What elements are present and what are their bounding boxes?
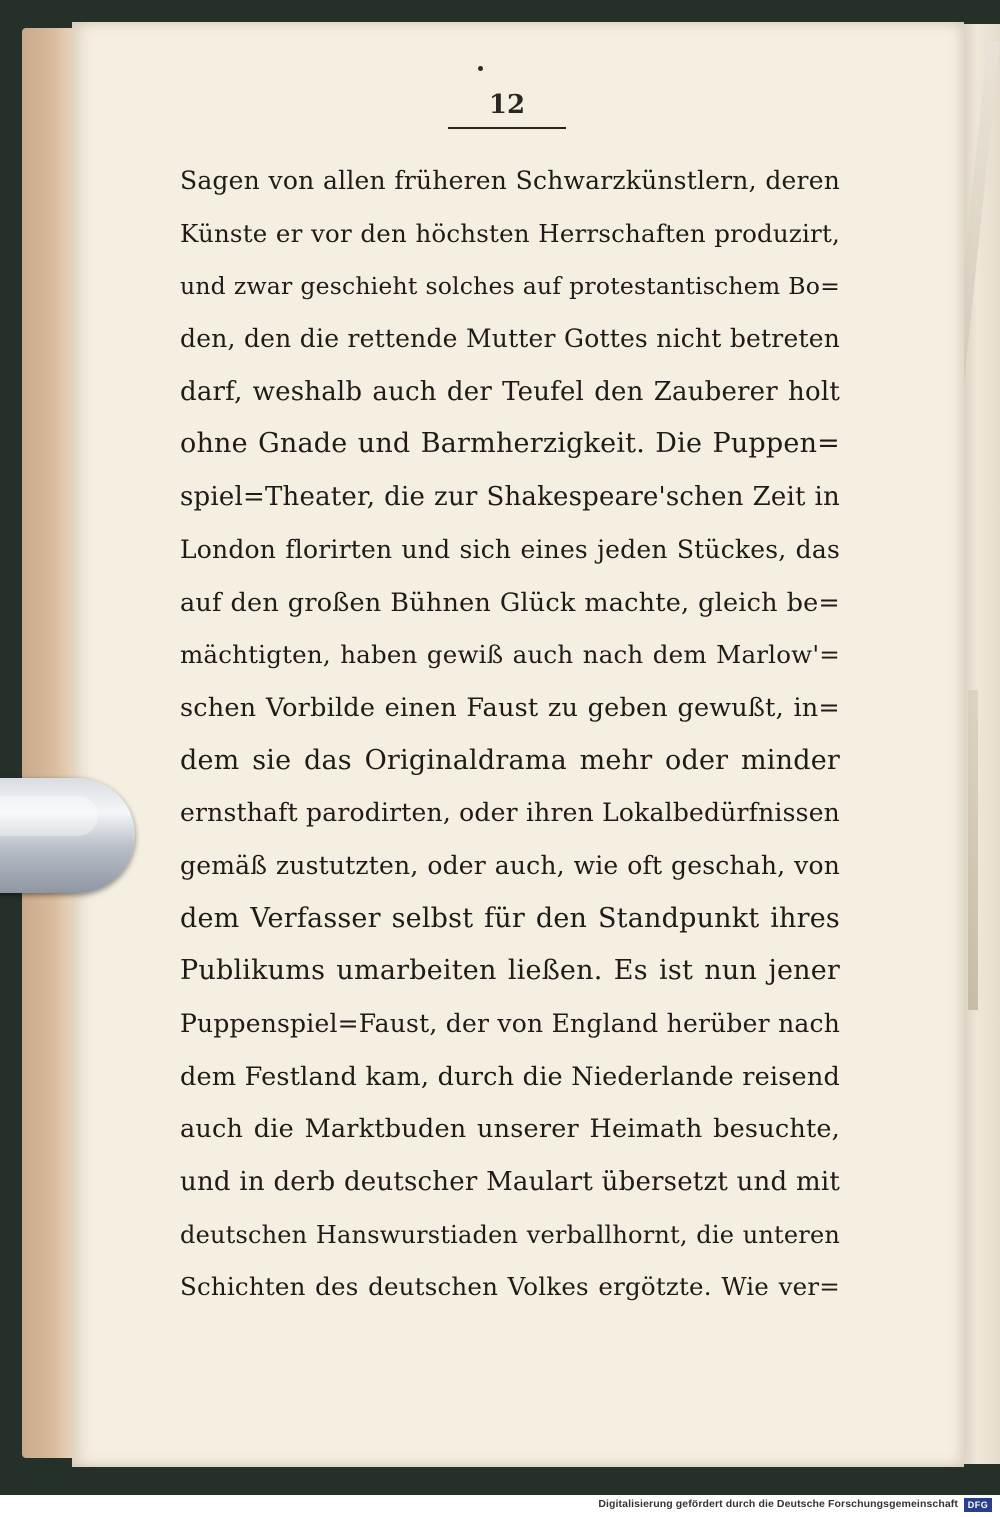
text-line: dem sie das Originaldrama mehr oder minder — [180, 744, 840, 776]
funding-credit: Digitalisierung gefördert durch die Deutsche Forschungsgemeinschaft — [598, 1498, 958, 1510]
text-line: darf, weshalb auch der Teufel den Zauberer holt — [180, 376, 840, 407]
dfg-logo: DFG — [964, 1498, 992, 1512]
text-line: ernsthaft parodirten, oder ihren Lokalbedürfnissen — [180, 798, 840, 828]
text-line: und in derb deutscher Maulart übersetzt und mit — [180, 1167, 840, 1198]
text-line: den, den die rettende Mutter Gottes nicht betreten — [180, 324, 840, 354]
text-line: schen Vorbilde einen Faust zu geben gewußt, in= — [180, 692, 840, 723]
text-line: dem Festland kam, durch die Niederlande reisend — [180, 1061, 840, 1092]
page-clip — [0, 778, 135, 893]
text-line: Sagen von allen früheren Schwarzkünstlern, deren — [180, 166, 840, 195]
text-line: Puppenspiel=Faust, der von England herüber nach — [180, 1009, 840, 1038]
text-line: deutschen Hanswurstiaden verballhornt, die unteren — [180, 1220, 840, 1249]
text-line: Künste er vor den höchsten Herrschaften produzirt, — [180, 218, 840, 248]
text-line: Schichten des deutschen Volkes ergötzte. Wie ver= — [180, 1272, 840, 1302]
text-line: auf den großen Bühnen Glück machte, gleich be= — [180, 587, 840, 618]
body-text — [180, 155, 840, 1314]
text-line: spiel=Theater, die zur Shakespeare'schen Zeit in — [180, 482, 840, 513]
binding-thread-lower — [968, 690, 978, 1010]
text-line: mächtigten, haben gewiß auch nach dem Marlow'= — [180, 640, 840, 670]
footer-bar — [0, 1495, 1000, 1517]
page-number: 12 — [488, 90, 526, 120]
text-line: ohne Gnade und Barmherzigkeit. Die Puppen= — [180, 428, 840, 460]
text-line: und zwar geschieht solches auf protestantischem Bo= — [180, 272, 840, 301]
text-line: gemäß zustutzten, oder auch, wie oft geschah, von — [180, 850, 840, 880]
text-line: auch die Marktbuden unserer Heimath besuchte, — [180, 1114, 840, 1145]
text-line: dem Verfasser selbst für den Standpunkt ihres — [180, 902, 840, 934]
clip-highlight — [0, 796, 98, 836]
page-mark-dot — [478, 66, 483, 71]
page-number-rule — [448, 127, 566, 129]
text-line: Publikums umarbeiten ließen. Es ist nun jener — [180, 955, 840, 987]
text-line: London florirten und sich eines jeden Stückes, das — [180, 534, 840, 564]
